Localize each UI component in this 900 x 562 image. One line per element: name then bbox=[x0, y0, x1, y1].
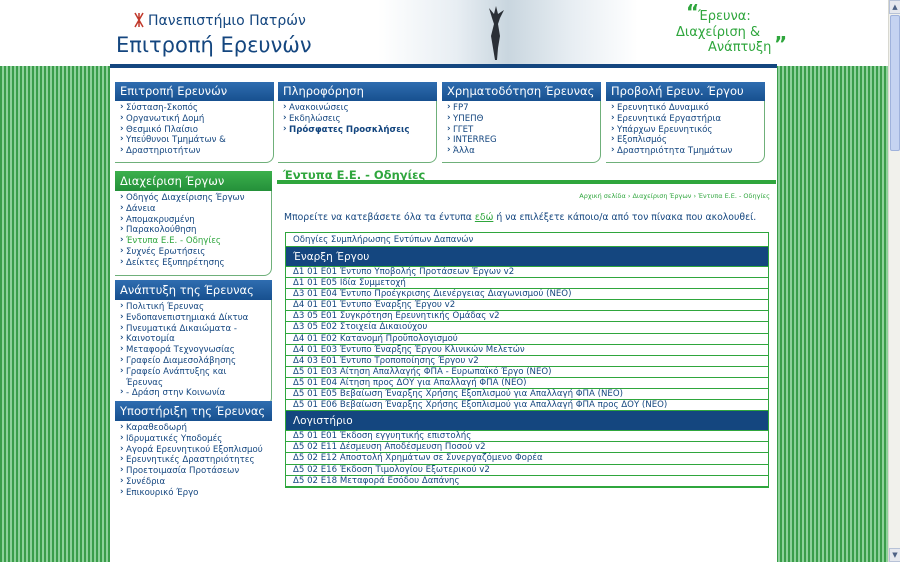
sidebar-link-dev-office-cont[interactable]: › - Δράση στην Κοινωνία bbox=[120, 388, 265, 399]
table-row[interactable]: Δ5 02 Ε18 Μεταφορά Εσόδου Δαπάνης bbox=[286, 476, 768, 487]
intro-text bbox=[277, 212, 776, 223]
table-row[interactable]: Δ4 01 Ε02 Κατανομή Προϋπολογισμού bbox=[286, 334, 768, 345]
table-row[interactable]: Δ5 01 Ε01 Έκδοση εγγυητικής επιστολής bbox=[286, 431, 768, 442]
slogan-line-3: Ανάπτυξη bbox=[708, 40, 772, 55]
menu-link-managers-cont[interactable]: › Δραστηριοτήτων bbox=[120, 146, 267, 157]
menu-link-gget[interactable]: › ΓΓΕΤ bbox=[447, 125, 594, 136]
sidebar-research-development-title[interactable]: Ανάπτυξη της Έρευνας bbox=[115, 280, 272, 300]
slogan-quote-open: “ bbox=[686, 0, 700, 24]
table-row[interactable]: Δ5 01 Ε05 Βεβαίωση Έναρξης Χρήσης Εξοπλισμού για Απαλλαγή ΦΠΑ (ΝΕΟ) bbox=[286, 389, 768, 400]
sidebar-link-proposals[interactable]: › Προετοιμασία Προτάσεων bbox=[120, 466, 266, 477]
sidebar-link-loans[interactable]: › Δάνεια bbox=[120, 204, 265, 215]
section-header-accounting: Λογιστήριο bbox=[286, 411, 768, 431]
menu-link-events[interactable]: › Εκδηλώσεις bbox=[283, 114, 430, 125]
table-row[interactable]: Δ3 01 Ε04 Έντυπο Προέγκρισης Διενέργειας Διαγωνισμού (ΝΕΟ) bbox=[286, 289, 768, 300]
menu-committee bbox=[115, 82, 274, 164]
sidebar-link-conferences[interactable]: › Συνέδρια bbox=[120, 477, 266, 488]
university-logo-icon bbox=[133, 12, 145, 28]
sidebar-project-management bbox=[115, 171, 272, 276]
breadcrumb-separator: › bbox=[691, 192, 699, 200]
sidebar-link-infrastructure[interactable]: › Ιδρυματικές Υποδομές bbox=[120, 434, 266, 445]
sidebar-research-development-list bbox=[115, 300, 272, 406]
sidebar-link-remote-cont[interactable]: › Παρακολούθηση bbox=[120, 225, 265, 236]
sidebar-link-activities[interactable]: › Ερευνητικές Δραστηριότητες bbox=[120, 455, 266, 466]
download-all-link[interactable]: εδώ bbox=[474, 212, 494, 223]
breadcrumb-current: Έντυπα Ε.Ε. - Οδηγίες bbox=[698, 192, 770, 200]
menu-link-research-labs[interactable]: › Ερευνητικά Εργαστήρια bbox=[611, 114, 758, 125]
sidebar-link-karatheodori[interactable]: › Καραθεοδωρή bbox=[120, 423, 266, 434]
sidebar-link-tech-transfer[interactable]: › Μεταφορά Τεχνογνωσίας bbox=[120, 345, 265, 356]
breadcrumb-home[interactable]: Αρχική σελίδα bbox=[579, 192, 626, 200]
table-row[interactable]: Δ3 05 Ε01 Συγκρότηση Ερευνητικής Ομάδας v2 bbox=[286, 311, 768, 322]
menu-link-structure[interactable]: › Οργανωτική Δομή bbox=[120, 114, 267, 125]
scroll-up-button[interactable]: ▲ bbox=[889, 0, 900, 14]
sidebar-link-ip-cont[interactable]: › Καινοτομία bbox=[120, 334, 265, 345]
menu-promotion-list bbox=[606, 101, 765, 163]
table-row[interactable]: Δ1 01 Ε05 Ιδία Συμμετοχή bbox=[286, 278, 768, 289]
committee-title[interactable]: Επιτροπή Ερευνών bbox=[116, 33, 312, 57]
menu-promotion bbox=[606, 82, 765, 164]
table-row[interactable]: Δ4 03 Ε01 Έντυπο Τροποποίησης Έργου v2 bbox=[286, 356, 768, 367]
sidebar-link-remote[interactable]: › Απομακρυσμένη bbox=[120, 215, 265, 226]
sidebar-research-support-list bbox=[115, 421, 272, 505]
sidebar-research-development bbox=[115, 280, 272, 406]
scroll-down-button[interactable]: ▼ bbox=[889, 548, 900, 562]
sidebar-link-auxiliary[interactable]: › Επικουρικό Έργο bbox=[120, 488, 266, 499]
breadcrumb bbox=[277, 192, 776, 200]
menu-funding-title[interactable]: Χρηματοδότηση Έρευνας bbox=[442, 82, 601, 101]
header-photo bbox=[378, 0, 638, 64]
sidebar-link-policy[interactable]: › Πολιτική Έρευνας bbox=[120, 302, 265, 313]
table-row[interactable]: Δ5 02 Ε12 Αποστολή Χρημάτων σε Συνεργαζόμενο Φορέα bbox=[286, 453, 768, 464]
scroll-thumb[interactable] bbox=[890, 15, 900, 151]
main-content bbox=[277, 166, 776, 488]
table-row[interactable]: Δ5 01 Ε06 Βεβαίωση Έναρξης Χρήσης Εξοπλισμού για Απαλλαγή ΦΠΑ προς ΔΟΥ (ΝΕΟ) bbox=[286, 400, 768, 411]
content-container bbox=[110, 68, 777, 562]
sidebar-link-faq[interactable]: › Συχνές Ερωτήσεις bbox=[120, 247, 265, 258]
sidebar-project-management-list bbox=[115, 191, 272, 276]
statue-icon bbox=[483, 4, 509, 62]
sidebar-research-support-title[interactable]: Υποστήριξη της Έρευνας bbox=[115, 401, 272, 421]
sidebar-link-mediation[interactable]: › Γραφείο Διαμεσολάβησης bbox=[120, 356, 265, 367]
menu-link-department-activity[interactable]: › Δραστηριότητα Τμημάτων bbox=[611, 146, 758, 157]
table-row[interactable]: Δ1 01 Ε01 Έντυπο Υποβολής Προτάσεων Έργων v2 bbox=[286, 267, 768, 278]
slogan-line-1: Έρευνα: bbox=[698, 9, 751, 24]
sidebar-project-management-title[interactable]: Διαχείριση Έργων bbox=[115, 171, 272, 191]
breadcrumb-management[interactable]: Διαχείριση Έργων bbox=[632, 192, 692, 200]
vertical-scrollbar[interactable] bbox=[888, 0, 900, 562]
menu-funding-list bbox=[442, 101, 601, 163]
menu-link-other[interactable]: › Άλλα bbox=[447, 146, 594, 157]
menu-information-list bbox=[278, 101, 437, 163]
menu-link-research-potential[interactable]: › Ερευνητικό Δυναμικό bbox=[611, 103, 758, 114]
menu-link-framework[interactable]: › Θεσμικό Πλαίσιο bbox=[120, 125, 267, 136]
documents-table bbox=[285, 232, 769, 488]
table-row[interactable]: Δ5 02 Ε16 Έκδοση Τιμολογίου Εξωτερικού v2 bbox=[286, 465, 768, 476]
sidebar-research-support bbox=[115, 401, 272, 505]
breadcrumb-separator: › bbox=[625, 192, 633, 200]
menu-link-ypepth[interactable]: › ΥΠΕΠΘ bbox=[447, 114, 594, 125]
table-row[interactable]: Δ5 01 Ε04 Αίτηση προς ΔΟΥ για Απαλλαγή ΦΠΑ (ΝΕΟ) bbox=[286, 378, 768, 389]
menu-link-equipment-cont[interactable]: › Εξοπλισμός bbox=[611, 135, 758, 146]
slogan-quote-close: ” bbox=[774, 32, 788, 56]
table-row[interactable]: Δ4 01 Ε01 Έντυπο Έναρξης Έργου v2 bbox=[286, 300, 768, 311]
table-row[interactable]: Δ5 01 Ε03 Αίτηση Απαλλαγής ΦΠΑ - Ευρωπαϊκό Έργο (ΝΕΟ) bbox=[286, 367, 768, 378]
menu-information bbox=[278, 82, 437, 164]
intro-before: Μπορείτε να κατεβάσετε όλα τα έντυπα bbox=[284, 212, 475, 223]
sidebar-link-networks[interactable]: › Ενδοπανεπιστημιακά Δίκτυα bbox=[120, 313, 265, 324]
slogan-line-2: Διαχείριση & bbox=[676, 25, 761, 40]
menu-committee-title[interactable]: Επιτροπή Ερευνών bbox=[115, 82, 274, 101]
menu-promotion-title[interactable]: Προβολή Ερευν. Έργου bbox=[606, 82, 765, 101]
sidebar-link-equipment-purchase[interactable]: › Αγορά Ερευνητικού Εξοπλισμού bbox=[120, 445, 266, 456]
menu-committee-list bbox=[115, 101, 274, 163]
sidebar-link-ip[interactable]: › Πνευματικά Δικαιώματα - bbox=[120, 324, 265, 335]
menu-information-title[interactable]: Πληροφόρηση bbox=[278, 82, 437, 101]
sidebar-link-dev-office[interactable]: › Γραφείο Ανάπτυξης και Έρευνας bbox=[120, 367, 265, 389]
sidebar-link-forms[interactable]: › Έντυπα Ε.Ε. - Οδηγίες bbox=[120, 236, 265, 247]
menu-link-purpose[interactable]: › Σύσταση-Σκοπός bbox=[120, 103, 267, 114]
section-header-project-start: Έναρξη Έργου bbox=[286, 247, 768, 267]
menu-link-interreg[interactable]: › INTERREG bbox=[447, 135, 594, 146]
intro-after: ή να επιλέξετε κάποιο/α από τον πίνακα που ακολουθεί. bbox=[493, 212, 757, 223]
menu-link-equipment[interactable]: › Υπάρχων Ερευνητικός bbox=[611, 125, 758, 136]
page-title: Έντυπα Ε.Ε. - Οδηγίες bbox=[277, 166, 776, 184]
menu-link-managers[interactable]: › Υπεύθυνοι Τμημάτων & bbox=[120, 135, 267, 146]
table-row[interactable]: Δ4 01 Ε03 Έντυπο Έναρξης Έργου Κλινικών Μελετών bbox=[286, 345, 768, 356]
menu-link-fp7[interactable]: › FP7 bbox=[447, 103, 594, 114]
table-row[interactable]: Δ3 05 Ε02 Στοιχεία Δικαιούχου bbox=[286, 322, 768, 333]
menu-link-recent-calls[interactable]: › Πρόσφατες Προσκλήσεις bbox=[283, 125, 430, 136]
sidebar-link-guide[interactable]: › Οδηγός Διαχείρισης Έργων bbox=[120, 193, 265, 204]
table-row[interactable]: Οδηγίες Συμπλήρωσης Εντύπων Δαπανών bbox=[286, 233, 768, 247]
site-header bbox=[0, 0, 888, 66]
table-row[interactable]: Δ5 02 Ε11 Δέσμευση Αποδέσμευση Ποσού v2 bbox=[286, 442, 768, 453]
menu-link-announcements[interactable]: › Ανακοινώσεις bbox=[283, 103, 430, 114]
university-name: Πανεπιστήμιο Πατρών bbox=[148, 13, 306, 29]
sidebar-link-indicators[interactable]: › Δείκτες Εξυπηρέτησης bbox=[120, 258, 265, 269]
menu-funding bbox=[442, 82, 601, 164]
